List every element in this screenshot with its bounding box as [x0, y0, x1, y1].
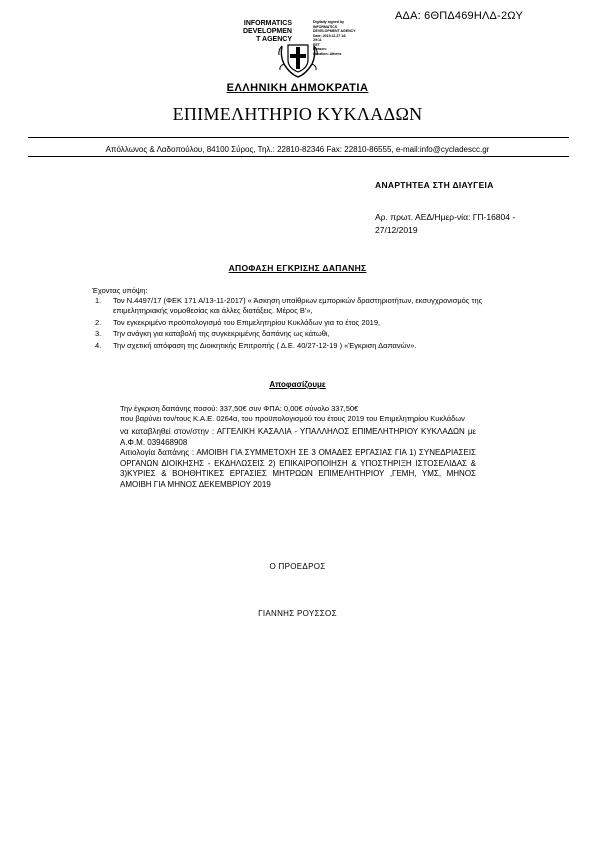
- decision-title: ΑΠΟΦΑΣΗ ΕΓΚΡΙΣΗΣ ΔΑΠΑΝΗΣ: [228, 263, 367, 273]
- ada-code: ΑΔΑ: 6ΘΠΔ469ΗΛΔ-2ΩΥ: [395, 10, 523, 22]
- expense-justification: Αιτιολογία δαπάνης : ΑΜΟΙΒΗ ΓΙΑ ΣΥΜΜΕΤΟΧΗ ΣΕ 3 ΟΜΑΔΕΣ ΕΡΓΑΣΙΑΣ ΓΙΑ 1) ΣΥΝΕΔΡΙΑΣΕΙΣ ΟΡΓΑΝΩΝ ΔΙΟΙΚΗΣΗΣ - ΕΚΔΗΛΩΣΕΙΣ 2) ΕΠΙΚΑΙΡΟΠΟΙΗΣΗ & ΥΠΟΣΤΗΡΙΞΗ ΙΣΤΟΣΕΛΙΔΑΣ & 3)ΚΥΡΙΕΣ & ΒΟΗΘΗΤΙΚΕΣ ΕΡΓΑΣΙΕΣ ΜΗΤΡΩΩΝ ΕΠΙΜΕΛΗΤΗΡΙΟΥ ,ΓΕΜΗ, ΥΜΣ, ΜΗΝΟΣ ΑΜΟΙΒΗ ΓΙΑ ΜΗΝΟΣ ΔΕΚΕΜΒΡΙΟΥ 2019: [120, 448, 476, 489]
- list-item: 4. Την σχετική απόφαση της Διοικητικής Επιτροπής ( Δ.Ε. 40/27-12-19 ) «Έγκριση Δαπανών».: [95, 340, 417, 350]
- considerations-list: [95, 296, 515, 352]
- contact-address: Απόλλωνος & Λαδοπούλου, 84100 Σύρος, Τηλ.: 22810-82346 Fax: 22810-86555, e-mail:info@cycladescc.gr: [105, 145, 490, 154]
- protocol-line-2: 27/12/2019: [375, 225, 418, 235]
- header-top-divider: [28, 137, 569, 138]
- publish-label: ΑΝΑΡΤΗΤΕΑ ΣΤΗ ΔΙΑΥΓΕΙΑ: [375, 180, 494, 190]
- greek-coat-of-arms-icon: [276, 42, 320, 80]
- list-item: 1. Τον Ν.4497/17 (ΦΕΚ 171 Α/13-11-2017) « Άσκηση υπαίθριων εμπορικών δραστηριοτήτων, εκσυγχρονισμός της επιμελητηριακής νομοθεσίας και άλλες διατάξεις. Μέρος Β'»,: [95, 296, 483, 315]
- republic-heading: ΕΛΛΗΝΙΚΗ ΔΗΜΟΚΡΑΤΙΑ: [226, 82, 369, 94]
- stamp-english-text: INFORMATICS DEVELOPMEN T AGENCY: [242, 20, 292, 43]
- president-title: Ο ΠΡΟΕΔΡΟΣ: [269, 562, 326, 571]
- protocol-line-1: Αρ. πρωτ. ΑΕΔ/Ημερ-νία: ΓΠ-16804 -: [375, 212, 516, 222]
- budget-code: που βαρύνει τον/τους Κ.Α.Ε. 0264α, του προϋπολογισμού του έτους 2019 του Επιμελητηρίου Κυκλάδων: [120, 414, 465, 423]
- protocol-number: [375, 211, 550, 237]
- payee: να καταβληθεί στον/στην : ΑΓΓΕΛΙΚΗ ΚΑΣΑΛΙΑ - ΥΠΑΛΛΗΛΟΣ ΕΠΙΜΕΛΗΤΗΡΙΟΥ ΚΥΚΛΑΔΩΝ με Α.Φ.Μ. 039468908: [120, 427, 476, 447]
- list-item: 3. Την ανάγκη για καταβολή της συγκεκριμένης δαπάνης ως κάτωθι,: [95, 329, 330, 338]
- considering-label: Έχοντας υπόψη:: [92, 286, 148, 295]
- stamp-signature-details: Digitally signed by INFORMATICS DEVELOPMENT AGENCY Date: 2019.12.27 14: 29:11 EET Reason: Location: Athens: [313, 20, 356, 56]
- decision-body: [120, 404, 476, 490]
- header-bottom-divider: [28, 156, 569, 157]
- chamber-title: ΕΠΙΜΕΛΗΤΗΡΙΟ ΚΥΚΛΑΔΩΝ: [172, 104, 423, 124]
- signer-name: ΓΙΑΝΝΗΣ ΡΟΥΣΣΟΣ: [258, 609, 337, 618]
- expense-amount: Την έγκριση δαπάνης ποσού: 337,50€ συν ΦΠΑ: 0,00€ σύνολο 337,50€: [120, 404, 359, 413]
- decide-heading: Αποφασίζουμε: [269, 380, 326, 389]
- list-item: 2. Τον εγκεκριμένο προϋπολογισμό του Επιμελητηρίου Κυκλάδων για το έτος 2019,: [95, 317, 381, 327]
